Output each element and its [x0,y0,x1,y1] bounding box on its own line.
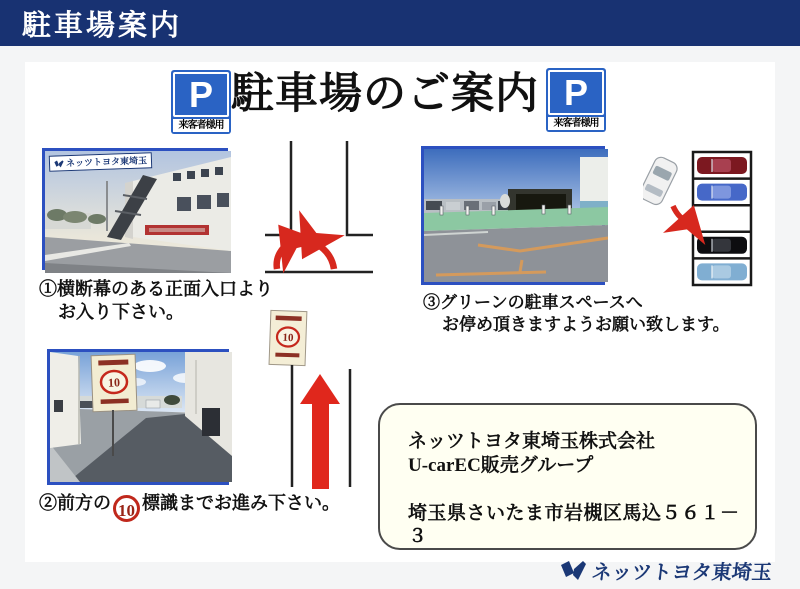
parking-area-photo-illustration [424,149,608,282]
car-blue [697,184,747,201]
brand-text: ネッツトヨタ東埼玉 [590,561,773,584]
svg-text:10: 10 [282,331,294,345]
step3-line2: お停め頂きますようお願い致します。 [442,315,730,335]
car-black [697,237,747,254]
brand-logo [560,556,772,584]
circled-10-badge: 10 [113,495,140,522]
step2-suffix: 標識までお進み下さい。 [142,493,340,513]
park-here-arrow [673,206,689,222]
parking-sign-icon-left [171,70,231,134]
parking-slot-diagram [643,148,765,303]
step1-line2: お入り下さい。 [58,302,184,323]
speed-sign-in-photo [91,354,137,412]
parking-p-letter: P [548,70,604,115]
parking-area-photo [421,146,605,285]
header-title: 駐車場案内 [22,9,183,42]
step1-caption [39,278,273,325]
netz-logo-icon [54,159,64,168]
speed-limit-sign [269,310,307,365]
car-lightblue [697,263,747,280]
parking-sign-label: 来客者様用 [173,119,229,132]
content-card [25,62,775,562]
entrance-road-diagram [260,135,385,287]
parking-p-letter: P [173,72,229,117]
forward-road-diagram [260,307,390,497]
netz-logo-icon [560,559,586,581]
company-address: 埼玉県さいたま市岩槻区馬込５６１－３ [408,502,740,548]
parking-sign-icon-right [546,68,606,132]
svg-text:10: 10 [107,375,121,390]
company-name: ネッツトヨタ東埼玉株式会社 [408,431,656,452]
car-white-arriving [643,155,679,207]
entrance-photo [42,148,228,270]
step3-line1: ③グリーンの駐車スペースへ [423,293,643,312]
car-darkred [697,157,747,174]
page-title: 駐車場のご案内 [231,71,539,118]
step1-line1: ①横断幕のある正面入口より [39,279,273,299]
entrance-banner-text: ネッツトヨタ東埼玉 [65,155,148,169]
road-photo-illustration [50,352,232,482]
header-bar [0,0,800,46]
forward-arrow [300,374,340,489]
parking-sign-label: 来客者様用 [548,117,604,130]
company-group: U-carEC販売グループ [408,454,594,476]
step2-prefix: ②前方の [39,493,111,513]
road-photo [47,349,229,485]
address-box [378,403,757,550]
